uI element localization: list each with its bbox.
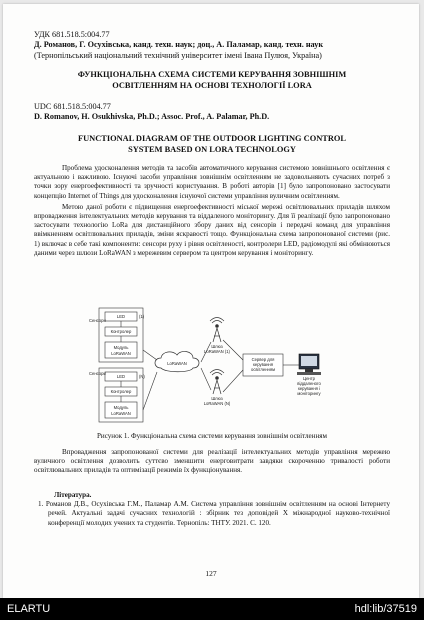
affiliation-uk: (Тернопільський національний технічний університет імені Івана Пулюя, Україна)	[34, 51, 322, 60]
lorawan-cloud-label: LoRaWAN	[167, 361, 187, 366]
footer-handle: hdl:lib/37519	[354, 603, 417, 615]
udc-en: UDC 681.518.5:004.77	[34, 102, 111, 111]
gateway-1-label-b: LoRaWAN (1)	[204, 349, 230, 354]
udc-uk: УДК 681.518.5:004.77	[34, 30, 110, 39]
footer-repository-name: ELARTU	[7, 603, 51, 615]
center-label-1: Центр	[303, 376, 315, 381]
led-label-n: LED	[116, 374, 126, 379]
gateway-tower-icon	[210, 318, 224, 343]
paragraph-1: Проблема удосконалення методів та засобів автоматичного керування системою зовнішнього освітлення є актуальною і важливою. Існуючі засоби управління зовнішнім освітленням не задовольняють сучасних потреб з точки зору енергоефективності та зручності користування. В роботі авторів [1] було запропоновано застосувати концепцію Internet of Things для удосконалення існуючої системи управління вуличним освітленням.	[34, 164, 390, 200]
server-label-2: керування	[253, 362, 273, 367]
center-label-4: моніторингу	[297, 391, 321, 396]
monitoring-computer-icon	[297, 354, 321, 375]
authors-uk: Д. Романов, Г. Осухівська, канд. техн. наук; доц., А. Паламар, канд. техн. наук	[34, 40, 324, 49]
center-label-2: віддаленого	[297, 381, 321, 386]
references-heading: Література.	[54, 491, 92, 499]
controller-label-n: Контролер	[110, 389, 132, 394]
reference-item: 1. Романов Д.В., Осухівська Г.М., Паламар А.М. Система управління зовнішнім освітленням на основі Інтернету речей. Актуальні задачі сучасних технологій : збірник тез доповідей X міжнародної науково-технічної конференції молодих учених та студентів. Тернопіль: ТНТУ. 2021. С. 120.	[38, 500, 390, 527]
title-uk-line-1: ФУНКЦІОНАЛЬНА СХЕМА СИСТЕМИ КЕРУВАННЯ ЗОВНІШНІМ	[77, 70, 347, 79]
module-label-1: Модуль	[113, 345, 129, 350]
controller-label-1: Контролер	[110, 329, 132, 334]
title-uk-line-2: ОСВІТЛЕННЯМ НА ОСНОВІ ТЕХНОЛОГІЇ LORA	[112, 81, 312, 90]
center-label-3: керування і	[297, 386, 321, 391]
gateway-tower-icon	[210, 370, 224, 395]
footer-bar	[0, 598, 424, 620]
gateway-1-label: Шлюз	[211, 344, 223, 349]
body-text-2	[34, 448, 390, 476]
led-number-n: (N)	[139, 374, 145, 379]
document-page	[3, 4, 419, 598]
server-label-1: Сервер для	[251, 357, 275, 362]
functional-diagram	[89, 306, 333, 424]
led-number-1: (1)	[139, 314, 145, 319]
title-en-line-2: SYSTEM BASED ON LORA TECHNOLOGY	[128, 145, 296, 154]
module-label-n: Модуль	[113, 405, 129, 410]
paragraph-3: Впровадження запропонованої системи для реалізації інтелектуальних методів управління мережею вуличного освітлення дозволить суттєво зменшити енерговитрати завдяки скороченню тривалості роботи освітлювальних приладів та оптимізації режимів їх функціонування.	[34, 448, 390, 475]
authors-en: D. Romanov, H. Osukhivska, Ph.D.; Assoc. Prof., A. Palamar, Ph.D.	[34, 112, 270, 121]
gateway-n-label-b: LoRaWAN (N)	[203, 401, 231, 406]
title-en	[34, 133, 390, 155]
body-text	[34, 164, 390, 258]
title-uk	[34, 69, 390, 91]
title-en-line-1: FUNCTIONAL DIAGRAM OF THE OUTDOOR LIGHTING CONTROL	[77, 134, 347, 143]
page-number: 127	[205, 569, 217, 578]
paragraph-2: Метою даної роботи є підвищення енергоефективності міської мережі освітлювальних приладів шляхом впровадження інтелектуальних методів керування та віддаленого моніторингу. Для її реалізації було запропоновано застосувати технологію LoRa для дистанційного збору даних від сенсорів і передачі команд для управління ввімкненням освітлювальних приладів, зміни яскравості тощо. Функціональна схема запропонованої системи (рис. 1) включає в себе такі компоненти: сенсори руху і рівня освітленості, контролери LED, радіомодулі які обмінюються даними через шлюзи LoRaWAN з мережевим сервером та центром керування і моніторингу.	[34, 202, 390, 257]
gateway-n-label: Шлюз	[211, 396, 223, 401]
sensors-label-n: Сенсори	[89, 318, 106, 323]
server-label-3: освітленням	[251, 367, 275, 372]
led-label-1: LED	[116, 314, 126, 319]
module-label-1b: LoRaWAN	[111, 351, 131, 356]
figure-caption: Рисунок 1. Функціональна схема системи керування зовнішнім освітленням	[96, 432, 328, 440]
module-label-nb: LoRaWAN	[111, 411, 131, 416]
sensors-label-1: Сенсори	[89, 371, 106, 376]
references	[34, 491, 390, 528]
